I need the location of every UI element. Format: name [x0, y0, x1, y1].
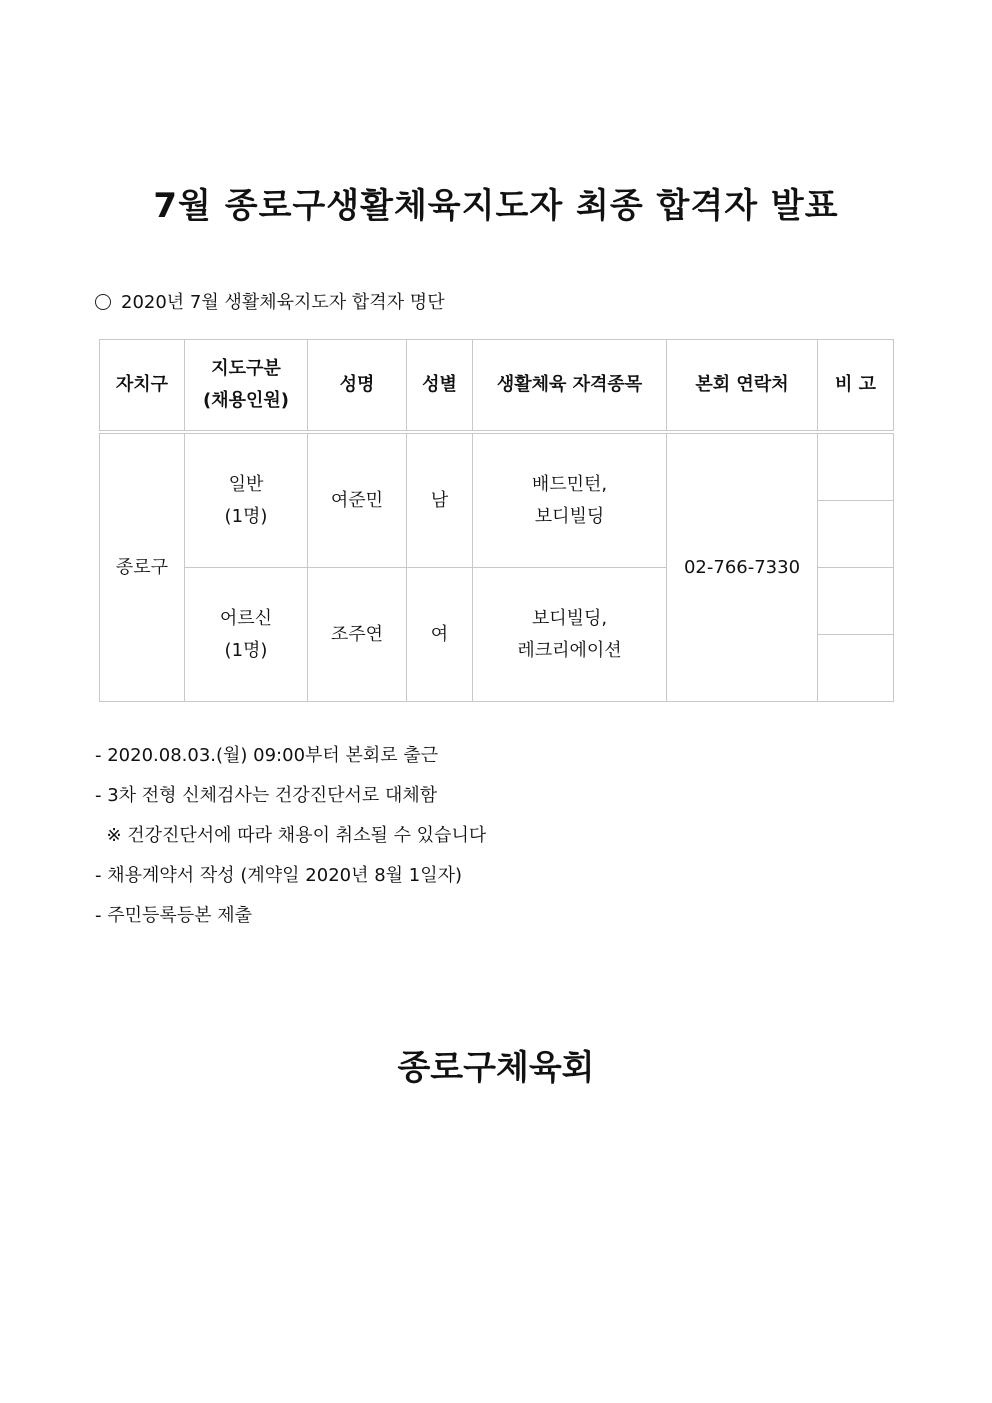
remarks-cell [818, 432, 894, 501]
remarks-cell [818, 568, 894, 635]
table-row [100, 432, 894, 501]
gender-cell: 남 [407, 432, 473, 568]
circle-bullet-icon [95, 294, 111, 310]
header-contact: 본회 연락처 [667, 340, 818, 433]
sport-line2: 레크리에이션 [517, 639, 622, 661]
sport-cell [473, 432, 667, 568]
header-name: 성명 [308, 340, 407, 433]
organization-name: 종로구체육회 [397, 1048, 595, 1088]
contact-cell: 02-766-7330 [667, 432, 818, 702]
header-remarks: 비 고 [818, 340, 894, 433]
header-category [185, 340, 308, 433]
header-district: 자치구 [100, 340, 185, 433]
note-item: - 주민등록등본 제출 [95, 905, 253, 926]
header-category-line2: (채용인원) [202, 390, 289, 411]
district-cell: 종로구 [100, 432, 185, 702]
note-item: - 채용계약서 작성 (계약일 2020년 8월 1일자) [95, 865, 463, 886]
sport-line1: 보디빌딩, [531, 607, 608, 629]
remarks-cell [818, 501, 894, 568]
gender-cell: 여 [407, 568, 473, 702]
sport-line2: 보디빌딩 [534, 505, 605, 527]
note-item: - 3차 전형 신체검사는 건강진단서로 대체함 [95, 785, 438, 806]
successful-candidates-table [99, 339, 894, 702]
note-item: - 2020.08.03.(월) 09:00부터 본회로 출근 [95, 745, 439, 766]
name-cell: 조주연 [308, 568, 407, 702]
remarks-cell [818, 635, 894, 702]
sport-line1: 배드민턴, [531, 473, 608, 495]
table-header-row [100, 340, 894, 433]
category-line2: (1명) [224, 639, 268, 661]
header-sport: 생활체육 자격종목 [473, 340, 667, 433]
category-cell [185, 432, 308, 568]
category-line1: 일반 [228, 473, 264, 495]
note-item: ※ 건강진단서에 따라 채용이 취소될 수 있습니다 [95, 825, 487, 846]
header-gender: 성별 [407, 340, 473, 433]
name-cell: 여준민 [308, 432, 407, 568]
notes-list [95, 738, 486, 938]
list-heading [95, 288, 445, 314]
header-category-line1: 지도구분 [211, 358, 281, 379]
sport-cell [473, 568, 667, 702]
list-heading-text: 2020년 7월 생활체육지도자 합격자 명단 [121, 292, 445, 313]
category-cell [185, 568, 308, 702]
category-line2: (1명) [224, 505, 268, 527]
category-line1: 어르신 [219, 607, 273, 629]
page-title: 7월 종로구생활체육지도자 최종 합격자 발표 [153, 186, 839, 226]
